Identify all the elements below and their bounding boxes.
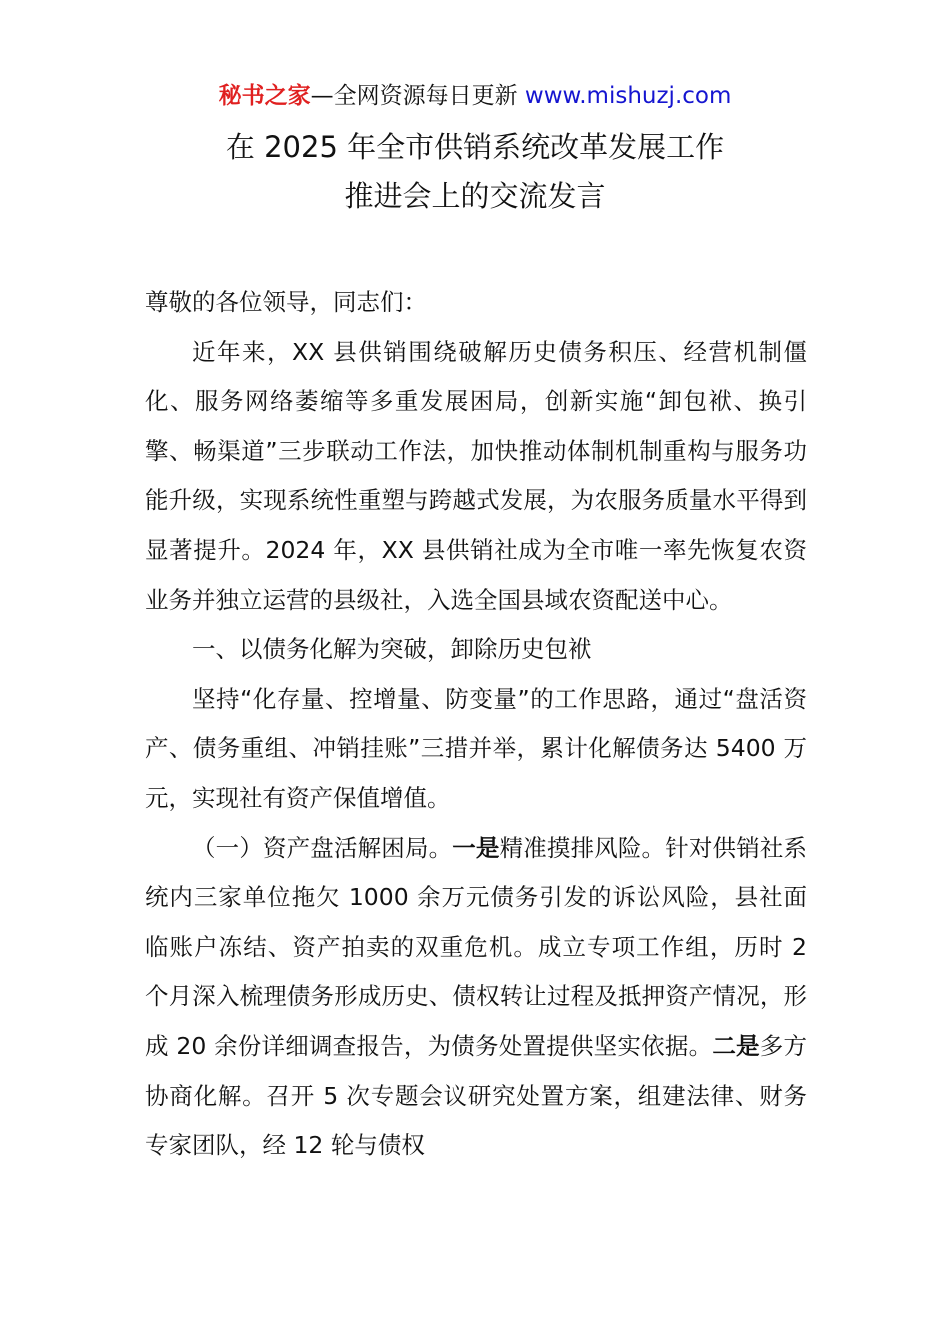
document-title-line2: 推进会上的交流发言 xyxy=(344,179,606,213)
site-header xyxy=(0,80,950,112)
point2-text: 多方协商化解。召开 5 次专题会议研究处置方案，组建法律、财务专家团队，经 12 轮与债权 xyxy=(145,1031,808,1160)
section-paragraph: 坚持“化存量、控增量、防变量”的工作思路，通过“盘活资产、债务重组、冲销挂账”三措并举，累计化解债务达 5400 万元，实现社有资产保值增值。 xyxy=(145,684,807,812)
site-url-link[interactable]: www.mishuzj.com xyxy=(524,83,732,109)
site-brand: 秘书之家 xyxy=(218,83,311,109)
document-title-line1: 在 2025 年全市供销系统改革发展工作 xyxy=(225,130,725,164)
point2-label: 二是 xyxy=(712,1031,760,1060)
point1-label: 一是 xyxy=(452,833,500,862)
document-body xyxy=(145,278,807,1171)
section-heading: 一、以债务化解为突破，卸除历史包袱 xyxy=(192,635,592,664)
intro-paragraph: 近年来，XX 县供销围绕破解历史债务积压、经营机制僵化、服务网络萎缩等多重发展困局，创新实施“卸包袱、换引擎、畅渠道”三步联动工作法，加快推动体制机制重构与服务功能升级，实现系统性重塑与跨越式发展，为农服务质量水平得到显著提升。2024 年，XX 县供销社成为全市唯一率先恢复农资业务并独立运营的县级社，入选全国县域农资配送中心。 xyxy=(145,337,807,614)
site-tagline: —全网资源每日更新 xyxy=(310,83,525,109)
subsection-lead: （一）资产盘活解困局。 xyxy=(192,833,453,862)
point1-text: 精准摸排风险。针对供销社系统内三家单位拖欠 1000 余万元债务引发的诉讼风险，县社面临账户冻结、资产拍卖的双重危机。成立专项工作组，历时 2 个月深入梳理债务形成历史、债权转让过程及抵押资产情况，形成 20 余份详细调查报告，为债务处置提供坚实依据。 xyxy=(145,833,808,1060)
salutation: 尊敬的各位领导，同志们： xyxy=(145,288,427,316)
subsection-paragraph xyxy=(145,824,807,1171)
